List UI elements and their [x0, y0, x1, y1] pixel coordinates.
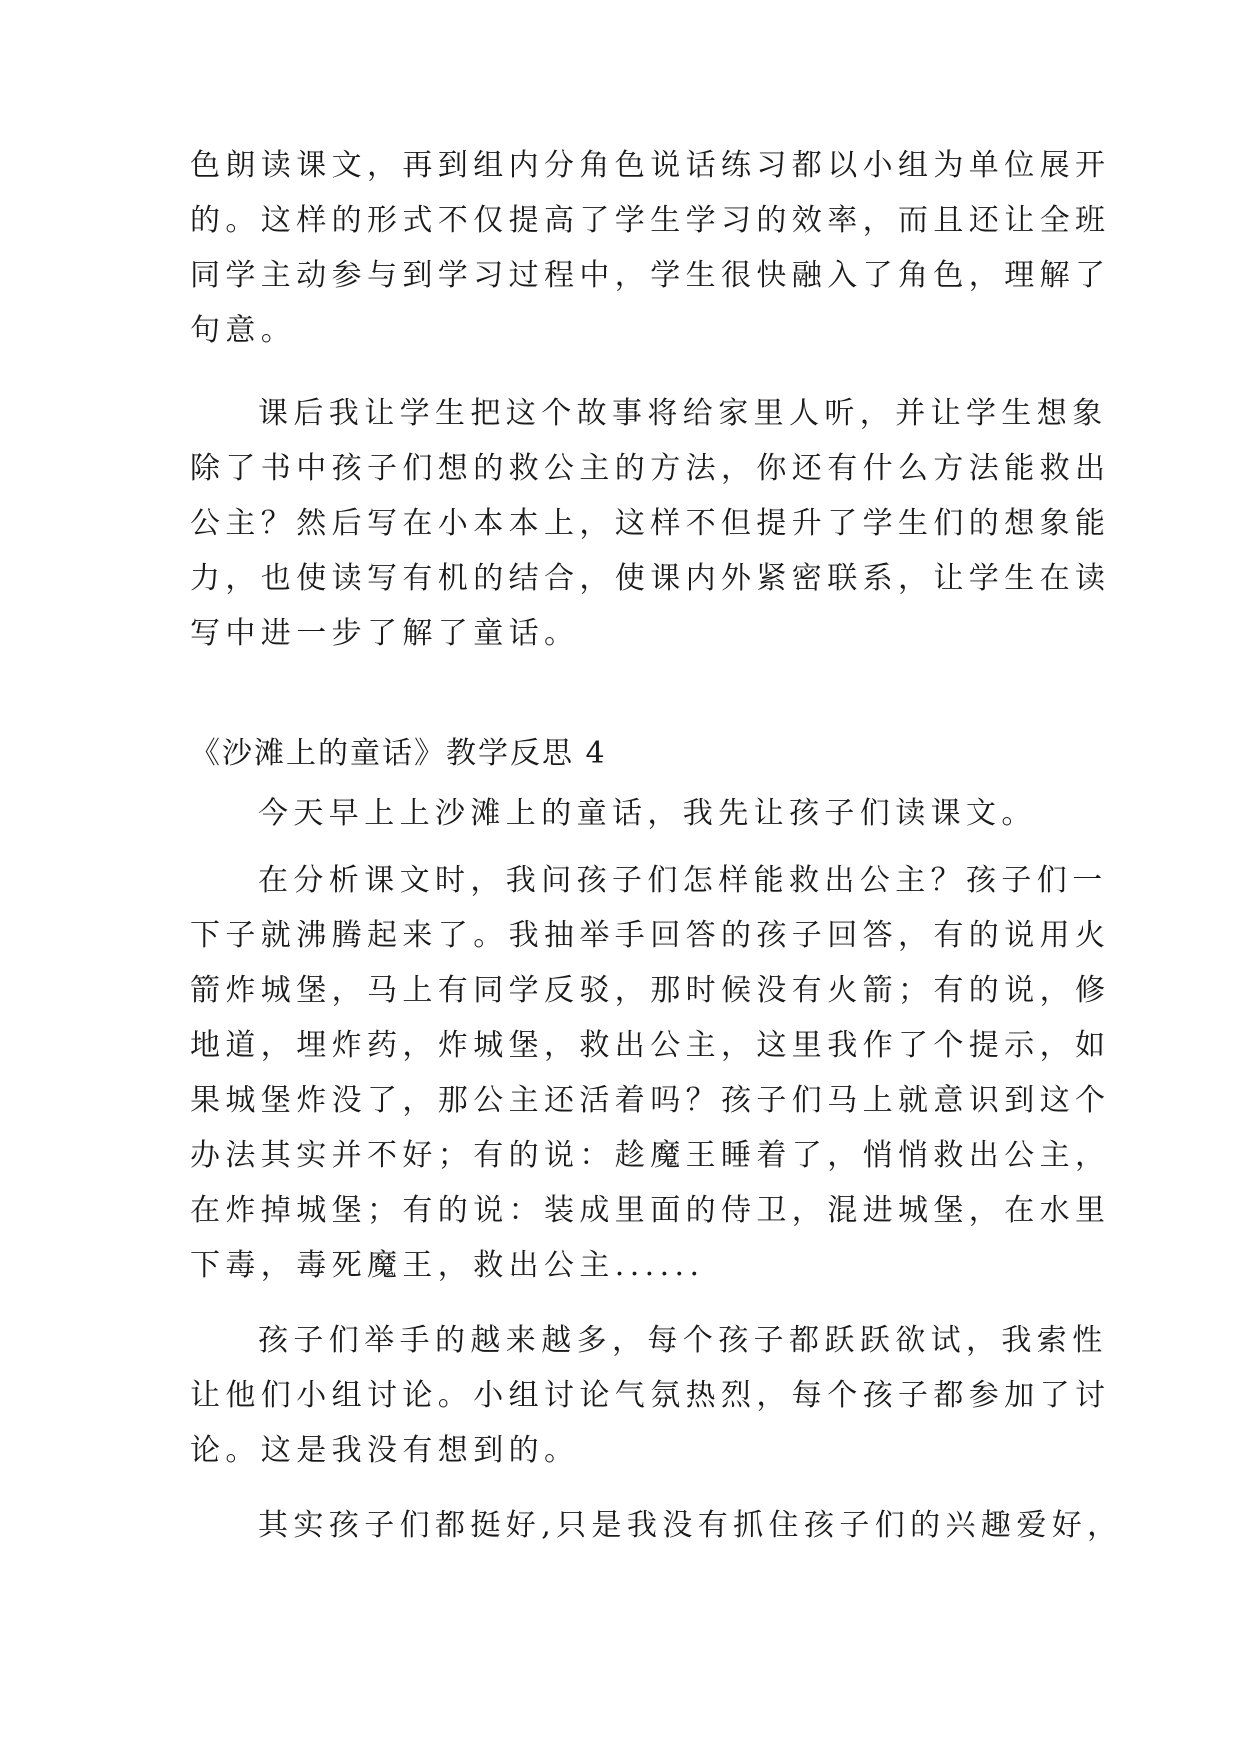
paragraph-line: 同学主动参与到学习过程中，学生很快融入了角色，理解了 [190, 258, 1111, 293]
paragraph-line: 让他们小组讨论。小组讨论气氛热烈，每个孩子都参加了讨 [190, 1378, 1111, 1413]
paragraph-line: 办法其实并不好；有的说：趁魔王睡着了，悄悄救出公主， [190, 1138, 1111, 1173]
section-heading: 《沙滩上的童话》教学反思 4 [190, 736, 607, 771]
paragraph-line: 下毒，毒死魔王，救出公主...... [190, 1248, 705, 1283]
paragraph-line: 地道，埋炸药，炸城堡，救出公主，这里我作了个提示，如 [190, 1028, 1111, 1063]
paragraph-line: 公主？然后写在小本本上，这样不但提升了学生们的想象能 [190, 506, 1111, 541]
paragraph-line: 写中进一步了解了童话。 [190, 616, 580, 651]
paragraph-line: 今天早上上沙滩上的童话，我先让孩子们读课文。 [258, 796, 1037, 831]
paragraph-line: 论。这是我没有想到的。 [190, 1433, 580, 1468]
paragraph-line: 句意。 [190, 313, 297, 348]
paragraph-line: 下子就沸腾起来了。我抽举手回答的孩子回答，有的说用火 [190, 918, 1111, 953]
paragraph-line: 果城堡炸没了，那公主还活着吗？孩子们马上就意识到这个 [190, 1083, 1111, 1118]
paragraph-line: 色朗读课文，再到组内分角色说话练习都以小组为单位展开 [190, 148, 1111, 183]
paragraph-line: 除了书中孩子们想的救公主的方法，你还有什么方法能救出 [190, 451, 1111, 486]
paragraph-line: 在分析课文时，我问孩子们怎样能救出公主？孩子们一 [258, 863, 1108, 898]
paragraph-line: 孩子们举手的越来越多，每个孩子都跃跃欲试，我索性 [258, 1323, 1108, 1358]
paragraph-line: 课后我让学生把这个故事将给家里人听，并让学生想象 [258, 396, 1108, 431]
paragraph-line: 箭炸城堡，马上有同学反驳，那时候没有火箭；有的说，修 [190, 973, 1111, 1008]
paragraph-line: 在炸掉城堡；有的说：装成里面的侍卫，混进城堡，在水里 [190, 1193, 1111, 1228]
paragraph-line: 其实孩子们都挺好,只是我没有抓住孩子们的兴趣爱好， [258, 1508, 1123, 1543]
paragraph-line: 的。这样的形式不仅提高了学生学习的效率，而且还让全班 [190, 203, 1111, 238]
paragraph-line: 力，也使读写有机的结合，使课内外紧密联系，让学生在读 [190, 561, 1111, 596]
